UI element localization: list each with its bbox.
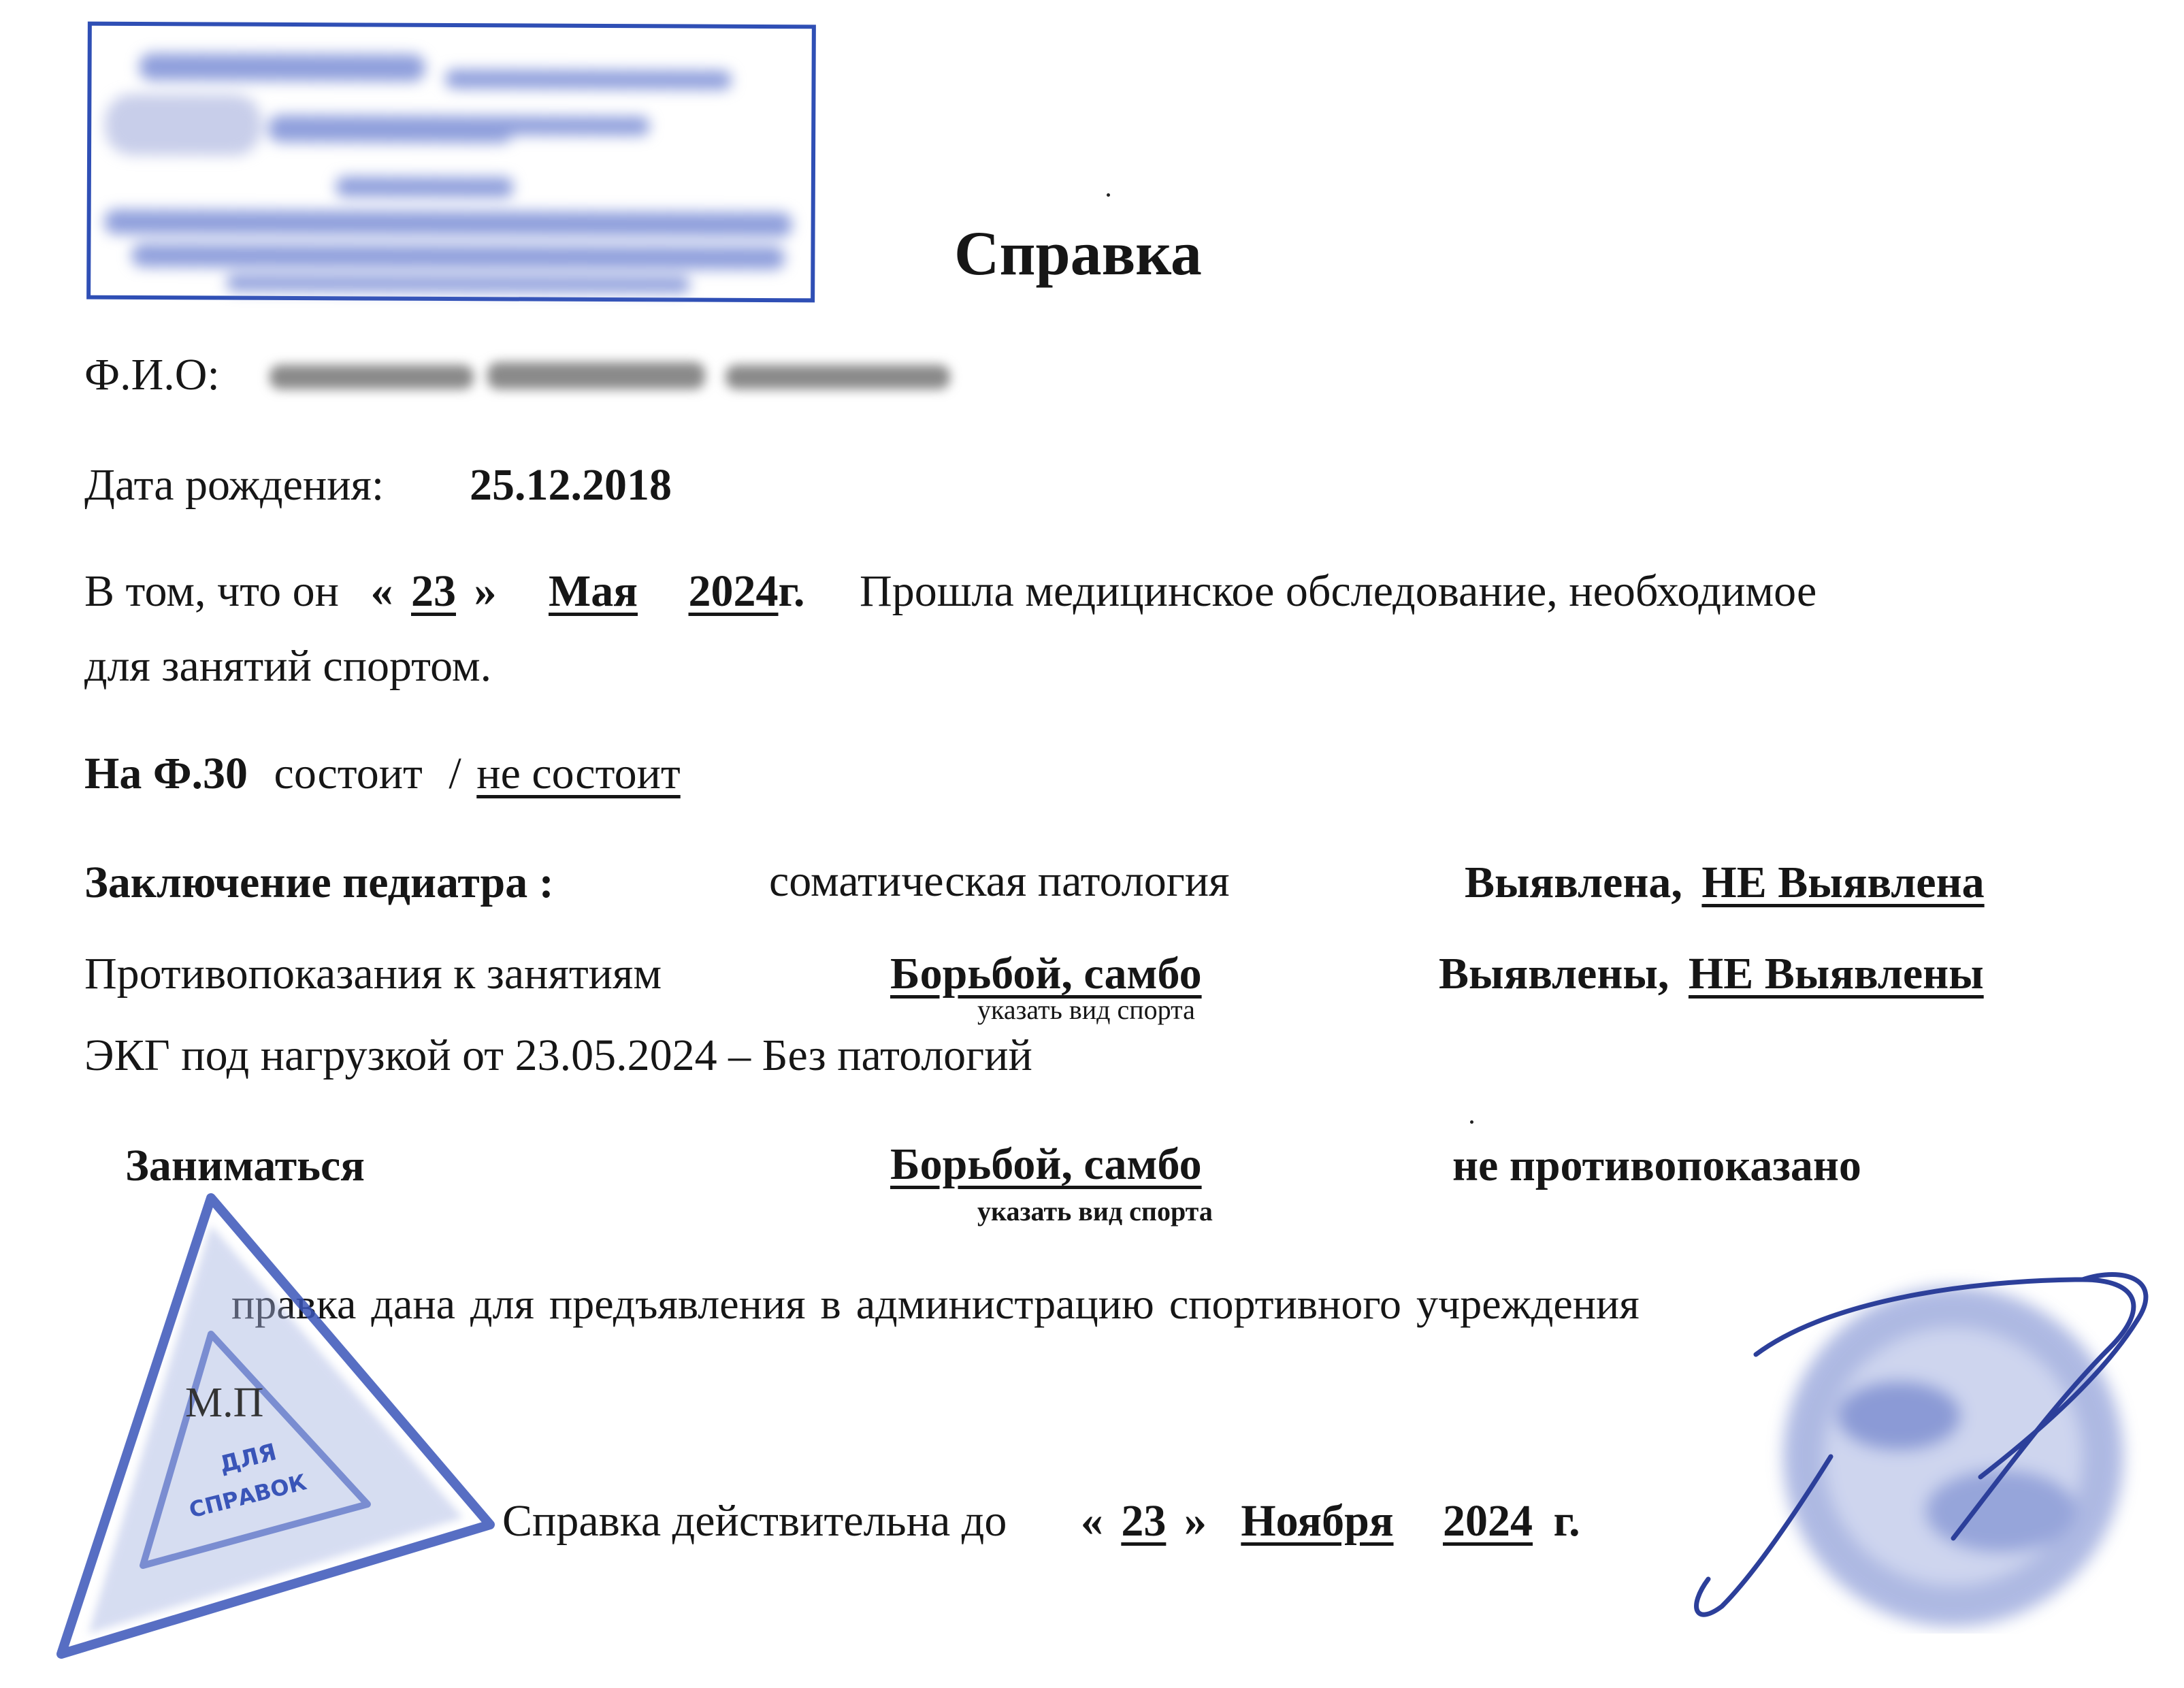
- triangle-stamp-shape: [41, 1184, 504, 1661]
- validity-month: Ноября: [1241, 1496, 1394, 1546]
- f30-line: [84, 751, 681, 796]
- allowed-sport-hint: указать вид спорта: [977, 1196, 1213, 1227]
- contra-sport: Борьбой, самбо: [890, 949, 1202, 999]
- institution-stamp-blurred-text: [91, 26, 813, 300]
- exam-line: [84, 566, 1817, 616]
- allowed-result: не противопоказано: [1452, 1141, 1861, 1190]
- exam-open-quote: «: [370, 566, 393, 616]
- round-seal-signature: [1661, 1252, 2178, 1634]
- validity-suffix: г.: [1553, 1496, 1580, 1546]
- allowed-label: Заниматься: [125, 1141, 365, 1190]
- pediatrician-option-1: Выявлена,: [1465, 858, 1682, 907]
- contra-result: [1439, 949, 1984, 999]
- speck: [1107, 193, 1110, 197]
- f30-option-2: не состоит: [476, 749, 681, 798]
- ekg-line: ЭКГ под нагрузкой от 23.05.2024 – Без патологий: [84, 1030, 1032, 1080]
- pediatrician-result: [1465, 860, 1985, 905]
- fio-label: Ф.И.О:: [84, 350, 220, 400]
- stamp-mp: М.П: [185, 1380, 264, 1426]
- exam-month: Мая: [549, 566, 638, 616]
- exam-close-quote: »: [474, 566, 497, 616]
- institution-stamp: [86, 22, 816, 303]
- exam-text: Прошла медицинское обследование, необходимое: [860, 566, 1817, 616]
- validity-year: 2024: [1443, 1496, 1533, 1546]
- validity-prefix: Справка действительна до: [502, 1496, 1007, 1546]
- exam-prefix: В том, что он: [84, 566, 339, 616]
- speck: [1470, 1120, 1473, 1124]
- birth-label: Дата рождения:: [84, 460, 385, 510]
- contra-option-2: НЕ Выявлены: [1688, 949, 1984, 999]
- birth-value: 25.12.2018: [470, 460, 672, 510]
- contra-option-1: Выявлены,: [1439, 949, 1669, 999]
- validity-close-quote: »: [1184, 1496, 1207, 1546]
- allowed-sport: Борьбой, самбо: [890, 1139, 1202, 1189]
- stamp-text-line2: СПРАВОК: [186, 1469, 310, 1523]
- validity-day: 23: [1121, 1496, 1167, 1546]
- document-title: Справка: [954, 218, 1202, 288]
- f30-label: На Ф.30: [84, 749, 248, 798]
- purpose-line: правка дана для предъявления в администрацию спортивного учреждения: [231, 1280, 1640, 1328]
- exam-year-suffix: г.: [778, 566, 805, 616]
- contra-sport-hint: указать вид спорта: [977, 994, 1195, 1025]
- pediatrician-label: Заключение педиатра :: [84, 858, 554, 907]
- pediatrician-option-2: НЕ Выявлена: [1701, 858, 1985, 907]
- validity-open-quote: «: [1080, 1496, 1103, 1546]
- contra-label: Противопоказания к занятиям: [84, 949, 662, 999]
- triangle-stamp: [41, 1184, 504, 1661]
- fio-redacted-value: [263, 344, 964, 406]
- exam-day: 23: [411, 566, 456, 616]
- f30-separator: /: [449, 749, 461, 798]
- exam-year: 2024: [688, 566, 779, 616]
- exam-text-line2: для занятий спортом.: [84, 641, 492, 691]
- f30-option-1: состоит: [274, 749, 423, 798]
- pediatrician-subject: соматическая патология: [769, 856, 1230, 906]
- validity-line: [502, 1496, 1580, 1546]
- stamp-text-line1: ДЛЯ: [216, 1438, 280, 1479]
